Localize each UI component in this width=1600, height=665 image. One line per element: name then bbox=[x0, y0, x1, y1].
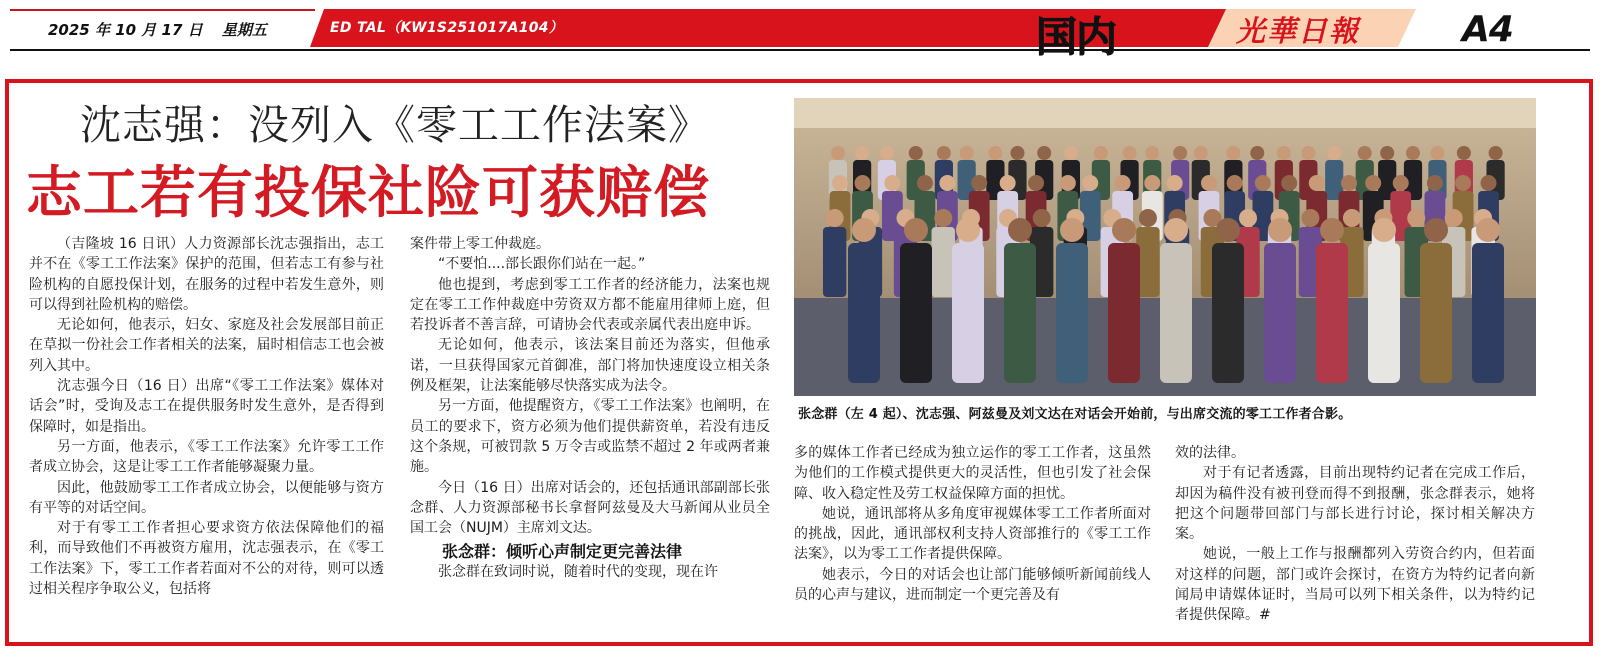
paragraph: 沈志强今日（16 日）出席“《零工工作法案》媒体对话会”时，受询及志工在提供服务时发生意外，是否得到保障时，如是指出。 bbox=[29, 378, 384, 435]
person-head bbox=[1112, 218, 1136, 242]
person-head bbox=[1343, 209, 1361, 227]
paragraph: 效的法律。 bbox=[1175, 445, 1245, 461]
paragraph: 无论如何，他表示，该法案目前还为落实，但他承诺，一旦获得国家元首御准，部门将加快速度设立相关条例及框架，让法案能够尽快落实成为法令。 bbox=[410, 337, 770, 395]
person-head bbox=[1250, 146, 1264, 160]
person-head bbox=[1060, 218, 1084, 242]
person-head bbox=[1255, 175, 1271, 191]
person-head bbox=[1123, 146, 1137, 160]
person-body bbox=[1264, 243, 1296, 383]
person-head bbox=[884, 175, 900, 191]
person-head bbox=[1164, 218, 1188, 242]
person-head bbox=[1010, 146, 1024, 160]
paragraph: 今日（16 日）出席对话会的，还包括通讯部副部长张念群、人力资源部秘书长拿督阿兹曼及大马新闻从业员全国工会（NUJM）主席刘文达。 bbox=[410, 479, 770, 537]
newspaper-logo: 光華日報 bbox=[1236, 14, 1361, 48]
person-head bbox=[909, 146, 923, 160]
person-head bbox=[1341, 175, 1357, 191]
person-head bbox=[1028, 175, 1044, 191]
person-head bbox=[1407, 209, 1425, 227]
paragraph: 她说，通讯部将从多角度审视媒体零工工作者所面对的挑战，因此，通讯部权利支持人资部推行的《零工工作法案》，以为零工工作者提供保障。 bbox=[794, 505, 1151, 563]
person-head bbox=[971, 175, 987, 191]
person-head bbox=[1037, 146, 1051, 160]
person-head bbox=[1301, 146, 1315, 160]
person-head bbox=[1358, 146, 1372, 160]
person-head bbox=[826, 209, 844, 227]
paragraph: 她说，一般上工作与报酬都列入劳资合约内，但若面对这样的问题，部门或许会探讨，在资方为特约记者向新闻局申请媒体证时，当局可以列下相关条件，以为特约记者提供保障。# bbox=[1175, 546, 1535, 624]
person-body bbox=[1316, 243, 1348, 383]
person-head bbox=[1365, 175, 1381, 191]
paragraph: 他也提到，考虑到零工工作者的经济能力，法案也规定在零工工作仲裁庭中劳资双方都不能雇用律师上庭，但若投诉者不善言辞，可请协会代表或亲属代表出庭申诉。 bbox=[410, 276, 770, 334]
person-head bbox=[1008, 218, 1032, 242]
headline-main: 志工若有投保社险可获赔偿 bbox=[26, 161, 710, 226]
person-head bbox=[1227, 175, 1243, 191]
person-head bbox=[939, 175, 955, 191]
person-head bbox=[1430, 146, 1444, 160]
person-head bbox=[855, 175, 871, 191]
paragraph: 另一方面，他提醒资方，《零工工作法案》也阐明，在员工的要求下，资方必须为他们提供薪资单，若没有违反这个条规，可被罚款 5 万令吉或监禁不超过 2 年或两者兼施。 bbox=[410, 398, 770, 476]
person-head bbox=[1476, 218, 1500, 242]
paragraph: 对于有零工工作者担心要求资方依法保障他们的福利，而导致他们不再被资方雇用，沈志强表示，在《零工工作法案》下，零工工作者若面对不公的对待，则可以透过相关程序争取公义，包括将 bbox=[29, 520, 384, 598]
person-head bbox=[937, 146, 951, 160]
person-head bbox=[852, 218, 876, 242]
headline-kicker: 沈志强：没列入《零工工作法案》 bbox=[80, 101, 710, 149]
person-body bbox=[823, 227, 846, 297]
person-head bbox=[1064, 146, 1078, 160]
person-head bbox=[1139, 209, 1157, 227]
paragraph: 因此，他鼓励零工工作者成立协会，以便能够与资方有平等的对话空间。 bbox=[29, 479, 384, 516]
person-head bbox=[1372, 218, 1396, 242]
person-head bbox=[1173, 146, 1187, 160]
group-photo-illustration bbox=[794, 98, 1536, 396]
person-head bbox=[904, 218, 928, 242]
person-head bbox=[956, 218, 980, 242]
person-head bbox=[934, 209, 952, 227]
date-text: 2025 年 10 月 17 日 bbox=[48, 21, 203, 39]
person-head bbox=[1033, 209, 1051, 227]
person-head bbox=[1194, 146, 1208, 160]
person-body bbox=[1056, 243, 1088, 383]
person-head bbox=[1320, 218, 1344, 242]
person-body bbox=[1212, 243, 1244, 383]
person-head bbox=[855, 146, 869, 160]
person-body bbox=[1108, 243, 1140, 383]
person-head bbox=[1167, 175, 1183, 191]
weekday-text: 星期五 bbox=[221, 21, 267, 39]
person-body bbox=[848, 243, 880, 383]
person-body bbox=[1420, 243, 1452, 383]
paragraph: 张念群在致词时说，随着时代的变现，现在许 bbox=[438, 564, 718, 581]
person-head bbox=[1301, 209, 1319, 227]
issue-date bbox=[10, 9, 315, 47]
paragraph: 无论如何，他表示，妇女、家庭及社会发展部目前正在草拟一份社会工作者相关的法案，届时相信志工也会被列入其中。 bbox=[29, 317, 384, 374]
person-body bbox=[1004, 243, 1036, 383]
person-body bbox=[952, 243, 984, 383]
person-head bbox=[1277, 146, 1291, 160]
paragraph: 多的媒体工作者已经成为独立运作的零工工作者，这虽然为他们的工作模式提供更大的灵活性，但也引发了社会保障、收入稳定性及劳工权益保障方面的担忧。 bbox=[794, 445, 1151, 502]
person-head bbox=[960, 146, 974, 160]
person-head bbox=[1380, 146, 1394, 160]
person-head bbox=[1427, 175, 1443, 191]
person-head bbox=[1094, 146, 1108, 160]
person-head bbox=[1000, 175, 1016, 191]
person-body bbox=[1160, 243, 1192, 383]
person-head bbox=[917, 175, 933, 191]
person-head bbox=[988, 146, 1002, 160]
paragraph: 她表示，今日的对话会也让部门能够倾听新闻前线人员的心声与建议，进而制定一个更完善及有 bbox=[794, 566, 1151, 604]
article-column-3 bbox=[794, 443, 1151, 605]
person-head bbox=[1239, 209, 1257, 227]
section-title: 国内 bbox=[1036, 13, 1116, 61]
person-head bbox=[1226, 146, 1240, 160]
person-head bbox=[1281, 175, 1297, 191]
person-body bbox=[1368, 243, 1400, 383]
person-head bbox=[1201, 175, 1217, 191]
article-column-2 bbox=[410, 234, 770, 583]
person-head bbox=[1424, 218, 1448, 242]
person-head bbox=[1489, 146, 1503, 160]
person-head bbox=[1457, 146, 1471, 160]
paragraph: 另一方面，他表示，《零工工作法案》允许零工工作者成立协会，这是让零工工作者能够凝聚力量。 bbox=[29, 438, 384, 476]
paragraph: “不要怕....部长跟你们站在一起。” bbox=[438, 256, 646, 273]
person-head bbox=[1115, 175, 1131, 191]
group-photo bbox=[794, 98, 1536, 396]
person-head bbox=[1455, 175, 1471, 191]
person-head bbox=[1481, 175, 1497, 191]
person-head bbox=[1327, 146, 1341, 160]
person-body bbox=[900, 243, 932, 383]
person-head bbox=[1060, 175, 1076, 191]
person-head bbox=[1145, 146, 1159, 160]
person-head bbox=[1082, 175, 1098, 191]
subheading: 张念群：倾听心声制定更完善法律 bbox=[442, 542, 683, 562]
article-column-1 bbox=[29, 234, 384, 599]
person-head bbox=[1144, 175, 1160, 191]
page-number: A4 bbox=[1462, 9, 1513, 50]
person-head bbox=[1445, 209, 1463, 227]
person-head bbox=[1268, 218, 1292, 242]
person-body bbox=[1472, 243, 1504, 383]
paragraph: 案件带上零工仲裁庭。 bbox=[410, 236, 550, 252]
person-body bbox=[932, 227, 955, 297]
person-head bbox=[832, 175, 848, 191]
person-head bbox=[1309, 175, 1325, 191]
paragraph: （吉隆坡 16 日讯）人力资源部长沈志强指出，志工并不在《零工工作法案》保护的范围，但若志工有参与社险机构的自愿投保计划，在服务的过程中若发生意外，则可以得到社险机构的赔偿。 bbox=[29, 236, 384, 313]
person-head bbox=[831, 146, 845, 160]
person-head bbox=[1393, 175, 1409, 191]
person-head bbox=[880, 146, 894, 160]
person-head bbox=[1216, 218, 1240, 242]
person-head bbox=[1406, 146, 1420, 160]
edition-code: ED TAL（KW1S251017A104） bbox=[330, 20, 564, 36]
photo-caption: 张念群（左 4 起）、沈志强、阿兹曼及刘文达在对话会开始前，与出席交流的零工工作者合影。 bbox=[798, 407, 1352, 422]
article-column-4 bbox=[1175, 443, 1535, 626]
paragraph: 对于有记者透露，目前出现特约记者在完成工作后，却因为稿件没有被刊登而得不到报酬，张念群表示，她将把这个问题带回部门与部长进行讨论，探讨相关解决方案。 bbox=[1175, 465, 1535, 543]
